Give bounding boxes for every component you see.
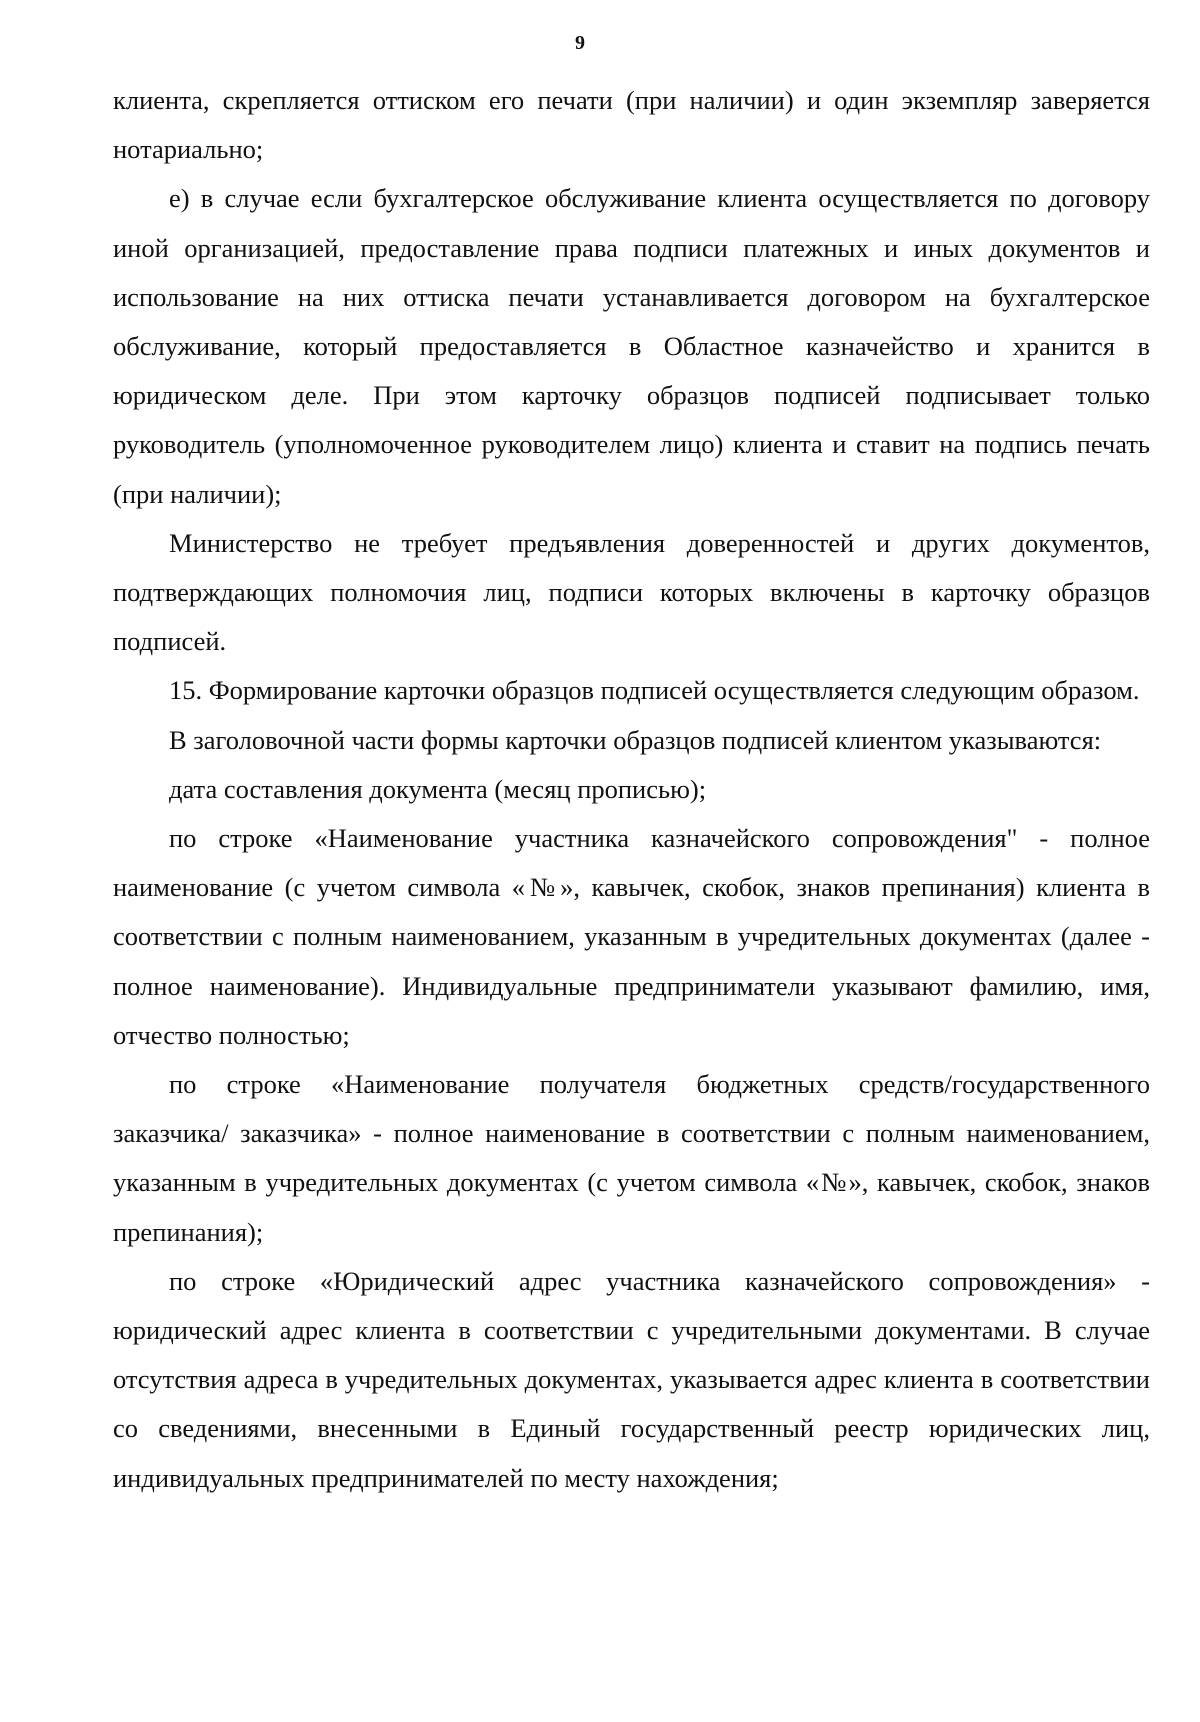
- page-number: 9: [575, 32, 585, 54]
- paragraph-participant-name: по строке «Наименование участника казначейского сопровождения" - полное наименование (с учетом символа «№», кавычек, скобок, знаков препинания) клиента в соответствии с полным наименованием, указанным в учредительных документах (далее - полное наименование). Индивидуальные предприниматели указывают фамилию, имя, отчество полностью;: [113, 823, 1150, 1050]
- paragraph-recipient-name: по строке «Наименование получателя бюджетных средств/государственного заказчика/ заказчика» - полное наименование в соответствии с полным наименованием, указанным в учредительных документах (с учетом символа «№», кавычек, скобок, знаков препинания);: [113, 1069, 1150, 1247]
- paragraph-section-15: 15. Формирование карточки образцов подписей осуществляется следующим образом.: [169, 675, 1140, 706]
- document-body: [113, 76, 1150, 1503]
- paragraph-continuation: клиента, скрепляется оттиском его печати (при наличии) и один экземпляр заверяется нотариально;: [113, 85, 1150, 165]
- paragraph-item-e: е) в случае если бухгалтерское обслуживание клиента осуществляется по договору иной организацией, предоставление права подписи платежных и иных документов и использование на них оттиска печати устанавливается договором на бухгалтерское обслуживание, который предоставляется в Областное казначейство и хранится в юридическом деле. При этом карточку образцов подписей подписывает только руководитель (уполномоченное руководителем лицо) клиента и ставит на подпись печать (при наличии);: [113, 183, 1150, 509]
- paragraph-header-part: В заголовочной части формы карточки образцов подписей клиентом указываются:: [169, 724, 1102, 755]
- paragraph-date: дата составления документа (месяц прописью);: [169, 773, 707, 804]
- paragraph-ministry: Министерство не требует предъявления доверенностей и других документов, подтверждающих полномочия лиц, подписи которых включены в карточку образцов подписей.: [113, 527, 1150, 657]
- paragraph-legal-address: по строке «Юридический адрес участника казначейского сопровождения» - юридический адрес клиента в соответствии с учредительными документами. В случае отсутствия адреса в учредительных документах, указывается адрес клиента в соответствии со сведениями, внесенными в Единый государственный реестр юридических лиц, индивидуальных предпринимателей по месту нахождения;: [113, 1265, 1150, 1493]
